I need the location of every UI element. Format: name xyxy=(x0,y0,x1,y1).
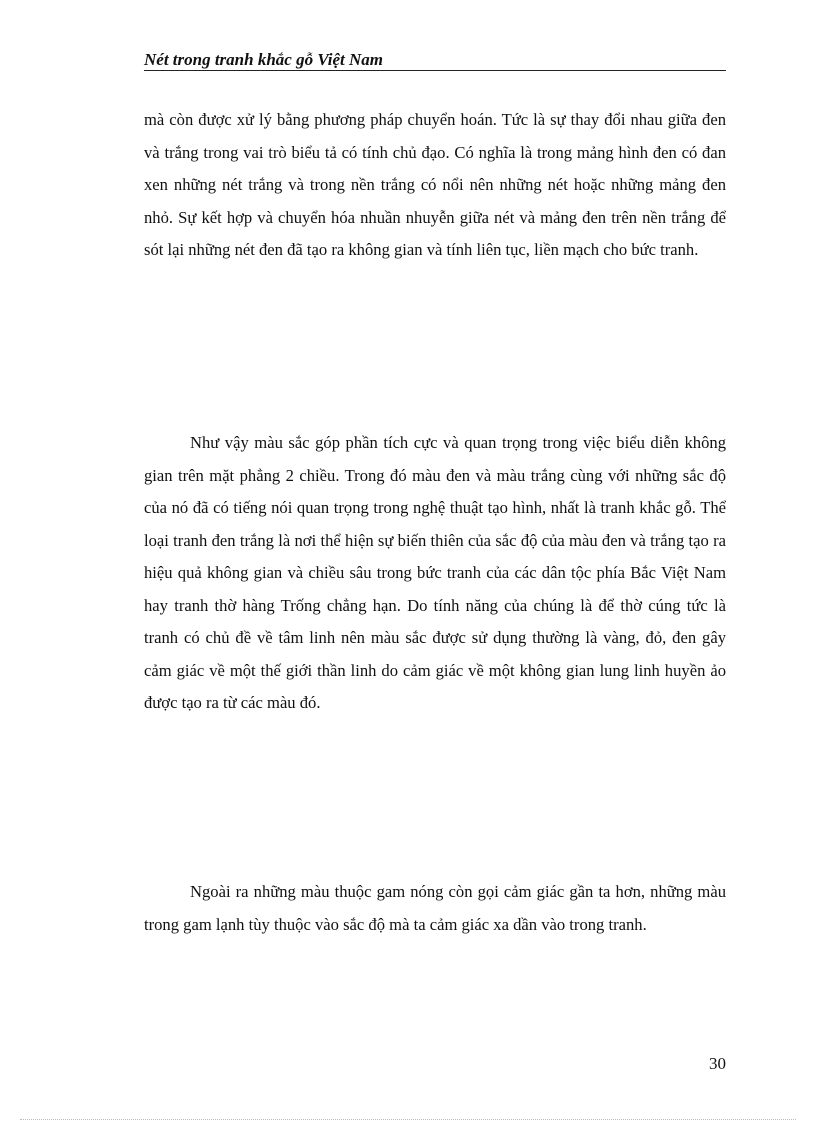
page-bottom-divider xyxy=(20,1119,796,1120)
running-header xyxy=(144,50,726,71)
paragraph-warm-cool-colors: Ngoài ra những màu thuộc gam nóng còn gọi cảm giác gần ta hơn, những màu trong gam lạnh tùy thuộc vào sắc độ mà ta cảm giác xa dần vào trong tranh. xyxy=(144,882,726,934)
paragraph-color-space: Như vậy màu sắc góp phần tích cực và quan trọng trong việc biểu diễn không gian trên mặt phẳng 2 chiều. Trong đó màu đen và màu trắng cùng với những sắc độ của nó đã có tiếng nói quan trọng trong nghệ thuật tạo hình, nhất là tranh khắc gỗ. Thể loại tranh đen trắng là nơi thể hiện sự biến thiên của sắc độ của màu đen và trắng tạo ra hiệu quả không gian và chiều sâu trong bức tranh của các dân tộc phía Bắc Việt Nam hay tranh thờ hàng Trống chẳng hạn. Do tính năng của chúng là để thờ cúng tức là tranh có chủ đề về tâm linh nên màu sắc được sử dụng thường là vàng, đỏ, đen gây cảm giác về một thế giới thần linh do cảm giác về một không gian lung linh huyền ảo được tạo ra từ các màu đó. xyxy=(144,433,726,712)
page-number: 30 xyxy=(709,1054,726,1073)
header-title: Nét trong tranh khắc gỗ Việt Nam xyxy=(144,50,383,69)
paragraph-continuation: mà còn được xử lý bằng phương pháp chuyển hoán. Tức là sự thay đổi nhau giữa đen và trắng trong vai trò biểu tả có tính chủ đạo. Có nghĩa là trong mảng hình đen có đan xen những nét trắng và trong nền trắng có nổi nên những nét hoặc những mảng đen nhỏ. Sự kết hợp và chuyển hóa nhuần nhuyễn giữa nét và mảng đen trên nền trắng để sót lại những nét đen đã tạo ra không gian và tính liên tục, liền mạch cho bức tranh. xyxy=(144,110,726,259)
